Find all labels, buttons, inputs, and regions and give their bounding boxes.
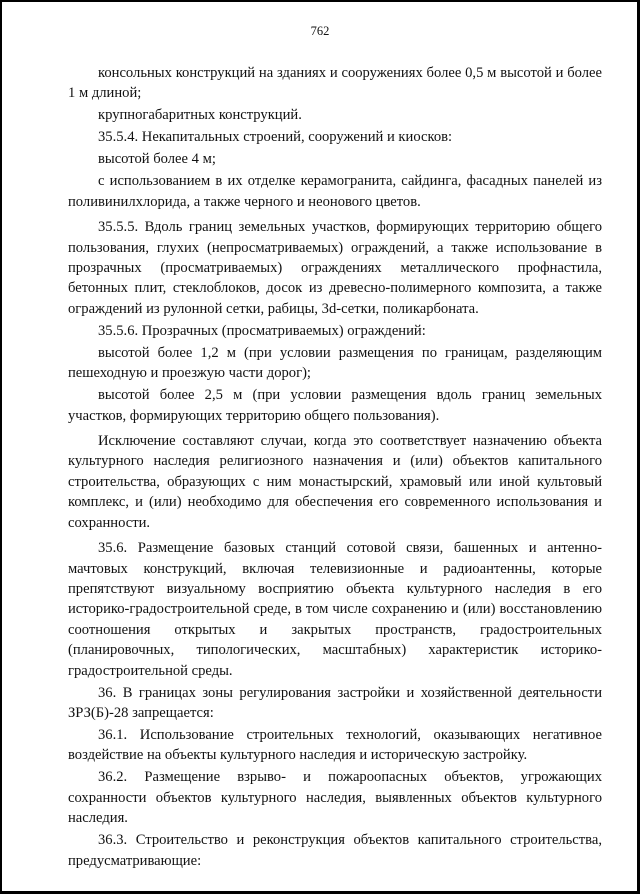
paragraph: 36.2. Размещение взрыво- и пожароопасных объектов, угрожающих сохранности объектов культурного наследия, выявленных объектов культурного наследия.	[68, 769, 602, 827]
paragraph: крупногабаритных конструкций.	[98, 107, 302, 124]
scan-border-top	[0, 0, 640, 2]
page-number: 762	[310, 24, 330, 38]
paragraph: 35.5.6. Прозрачных (просматриваемых) ограждений:	[98, 322, 426, 339]
paragraph: 35.5.5. Вдоль границ земельных участков, формирующих территорию общего пользования, глухих (непросматриваемых) ограждений, а также использование в прозрачных (просматриваемых) ограждениях металлического профнастила, бетонных плит, стеклоблоков, досок из древесно-полимерного композита, а также ограждений из рулонной сетки, рабицы, 3d-сетки, поликарбоната.	[68, 219, 602, 317]
paragraph: 36.1. Использование строительных технологий, оказывающих негативное воздействие на объекты культурного наследия и историческую застройку.	[68, 726, 602, 764]
paragraph: высотой более 4 м;	[98, 151, 216, 168]
scan-border-left	[0, 0, 2, 894]
paragraph: высотой более 1,2 м (при условии размещения по границам, разделяющим пешеходную и проезжую части дорог);	[68, 344, 602, 382]
paragraph: консольных конструкций на зданиях и сооружениях более 0,5 м высотой и более 1 м длиной;	[68, 65, 602, 102]
paragraph: Исключение составляют случаи, когда это соответствует назначению объекта культурного наследия религиозного назначения и (или) объектов капитального строительства, образующих с ним монастырский, храмовый или иной культовый комплекс, и (или) необходимо для обеспечения его современного использования и сохранности.	[68, 433, 602, 531]
document-body	[68, 63, 602, 873]
paragraph: с использованием в их отделке керамогранита, сайдинга, фасадных панелей из поливинилхлорида, а также черного и неонового цветов.	[68, 173, 602, 210]
paragraph: 36.3. Строительство и реконструкция объектов капитального строительства, предусматривающие:	[68, 832, 602, 869]
paragraph: 35.6. Размещение базовых станций сотовой связи, башенных и антенно-мачтовых конструкций, включая телевизионные и радиоантенны, которые препятствуют визуальному восприятию объекта культурного наследия в его историко-градостроительной среде, в том числе сохранению и (или) восстановлению соотношения открытых и закрытых пространств, градостроительных (планировочных, типологических, масштабных) характеристик историко-градостроительной среды.	[68, 540, 602, 679]
paragraph: 36. В границах зоны регулирования застройки и хозяйственной деятельности ЗРЗ(Б)-28 запрещается:	[68, 684, 602, 721]
paragraph: высотой более 2,5 м (при условии размещения вдоль границ земельных участков, формирующих территорию общего пользования).	[68, 387, 602, 424]
paragraph: 35.5.4. Некапитальных строений, сооружений и киосков:	[98, 129, 453, 146]
